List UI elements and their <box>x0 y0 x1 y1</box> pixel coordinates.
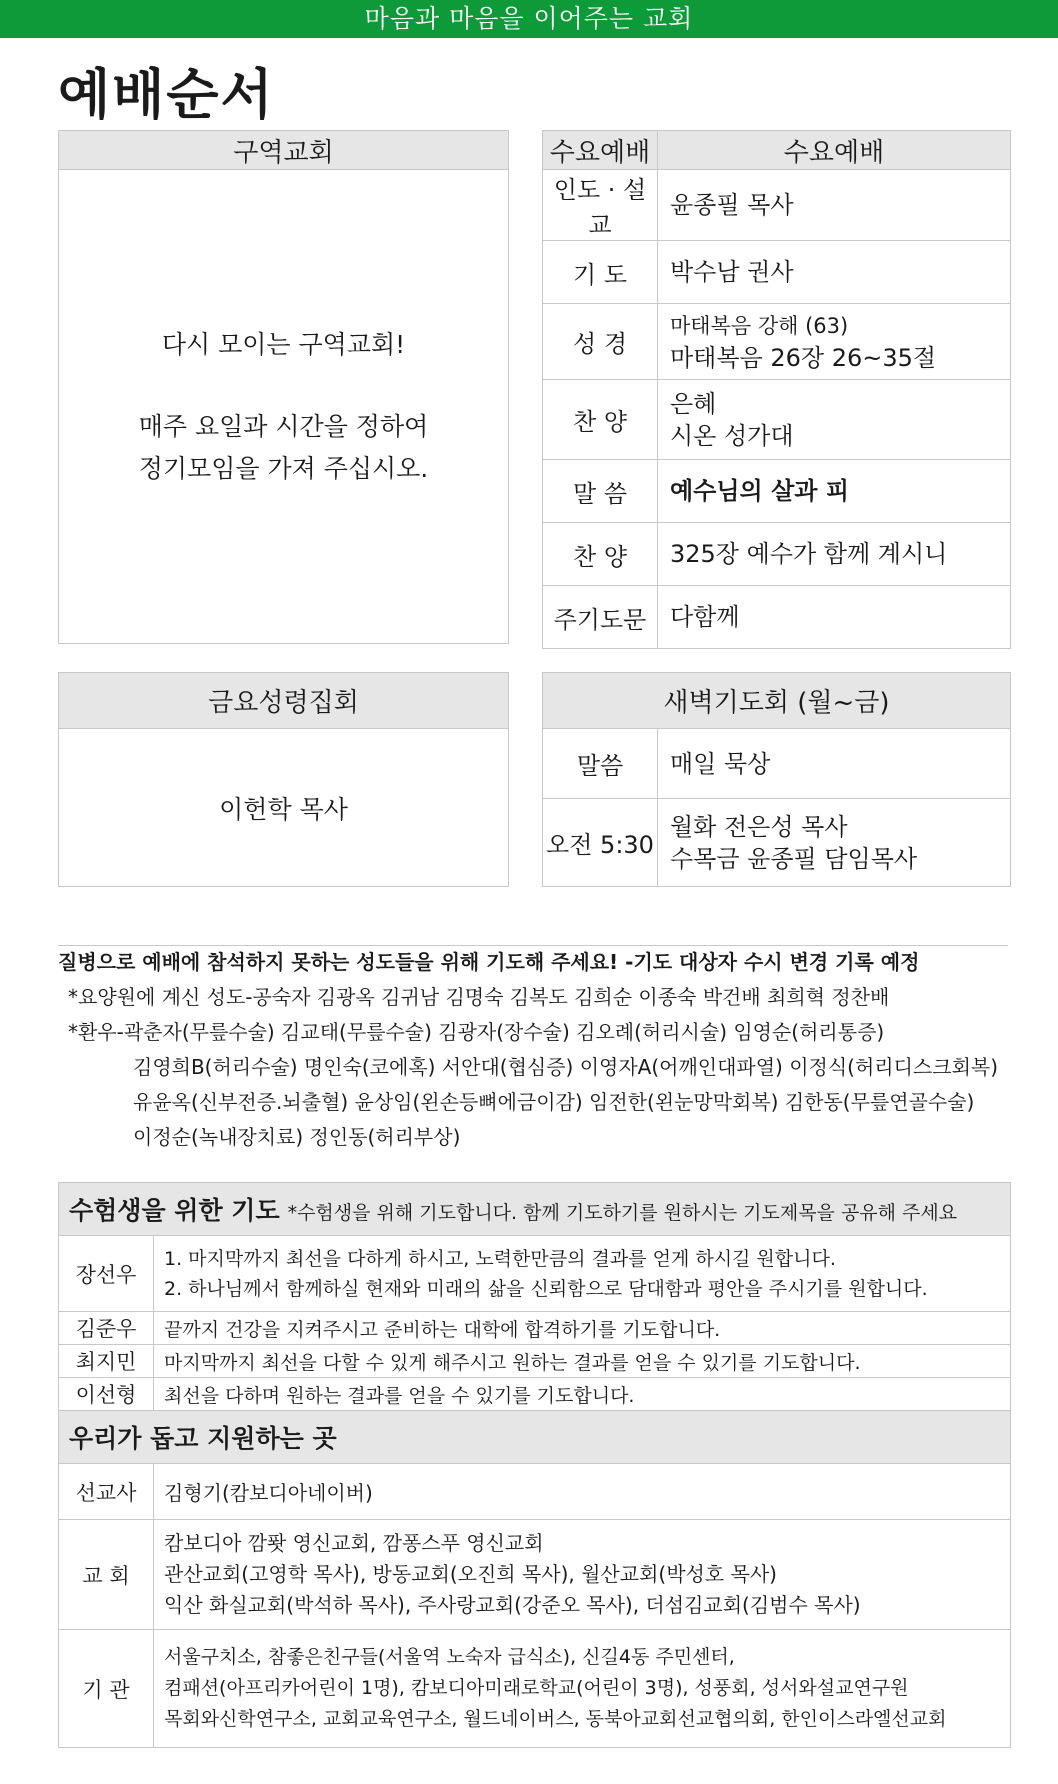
row-value-lords-prayer: 다함께 <box>658 586 1011 649</box>
wednesday-service-table <box>542 130 1011 649</box>
dawn-mon-tue: 월화 전은성 목사 <box>670 812 848 841</box>
student-name-4: 이선형 <box>59 1378 154 1411</box>
wednesday-head-left: 수요예배 <box>543 131 658 170</box>
missionary-value: 김형기(캄보디아네이버) <box>154 1464 1011 1520</box>
student-prayer-1-line1: 1. 마지막까지 최선을 다하게 하시고, 노력한만큼의 결과를 얻게 하시길 원합니다. <box>164 1247 836 1270</box>
prayer-patients: *환우-곽춘자(무릎수술) 김교태(무릎수술) 김광자(장수술) 김오례(허리시술) 임영순(허리통증) <box>68 1020 885 1044</box>
student-name-3: 최지민 <box>59 1345 154 1378</box>
scripture-passage: 마태복음 26장 26~35절 <box>670 343 937 372</box>
row-value-sermon: 예수님의 살과 피 <box>658 460 1011 523</box>
church-label: 교 회 <box>59 1520 154 1630</box>
org-line-3: 목회와신학연구소, 교회교육연구소, 월드네이버스, 동북아교회선교협의회, 한인이스라엘선교회 <box>164 1708 947 1730</box>
church-banner: 마음과 마음을 이어주는 교회 <box>0 0 1058 38</box>
prayer-notice-intro: 질병으로 예배에 참석하지 못하는 성도들을 위해 기도해 주세요! -기도 대상자 수시 변경 기록 예정 <box>58 950 920 974</box>
district-church-title: 구역교회 <box>59 131 509 170</box>
church-line-3: 익산 화실교회(박석하 목사), 주사랑교회(강준오 목사), 더섬김교회(김범수 목사) <box>164 1593 861 1617</box>
row-value-hymn: 325장 예수가 함께 계시니 <box>658 523 1011 586</box>
prayer-nursing-home: *요양원에 계신 성도-공숙자 김광옥 김귀남 김명숙 김복도 김희순 이종숙 박건배 최희혁 정찬배 <box>68 985 890 1009</box>
church-values <box>154 1520 1011 1630</box>
friday-gathering-table <box>58 672 509 887</box>
org-label: 기 관 <box>59 1630 154 1748</box>
prayer-patients-4: 이정순(녹내장치료) 정인동(허리부상) <box>133 1125 461 1149</box>
row-label-leader: 인도 · 설교 <box>543 170 658 241</box>
row-value-prayer: 박수남 권사 <box>658 241 1011 304</box>
student-name-1: 장선우 <box>59 1236 154 1312</box>
students-title: 수험생을 위한 기도 <box>69 1196 280 1225</box>
support-title: 우리가 돕고 지원하는 곳 <box>59 1411 1011 1464</box>
dawn-label-time: 오전 5:30 <box>543 799 658 887</box>
row-value-scripture <box>658 304 1011 380</box>
org-line-1: 서울구치소, 참좋은친구들(서울역 노숙자 급식소), 신길4동 주민센터, <box>164 1646 735 1668</box>
student-prayer-1 <box>154 1236 1011 1312</box>
friday-title: 금요성령집회 <box>59 673 509 729</box>
dawn-label-word: 말씀 <box>543 729 658 799</box>
student-prayer-2: 끝까지 건강을 지켜주시고 준비하는 대학에 합격하기를 기도합니다. <box>154 1312 1011 1345</box>
students-header <box>59 1183 1011 1236</box>
praise-choir: 시온 성가대 <box>670 421 794 450</box>
row-label-lords-prayer: 주기도문 <box>543 586 658 649</box>
row-label-praise: 찬 양 <box>543 380 658 460</box>
praise-song: 은혜 <box>670 389 717 418</box>
district-church-body <box>59 170 509 644</box>
missionary-label: 선교사 <box>59 1464 154 1520</box>
prayer-patients-2: 김영희B(허리수술) 명인숙(코에혹) 서안대(협심증) 이영자A(어깨인대파열) 이정식(허리디스크회복) <box>133 1055 999 1079</box>
row-value-praise <box>658 380 1011 460</box>
prayer-notice <box>58 945 1008 1155</box>
org-values <box>154 1630 1011 1748</box>
row-label-prayer: 기 도 <box>543 241 658 304</box>
row-label-scripture: 성 경 <box>543 304 658 380</box>
student-prayer-1-line2: 2. 하나님께서 함께하실 현재와 미래의 삶을 신뢰함으로 담대함과 평안을 주시기를 원합니다. <box>164 1277 928 1300</box>
prayer-patients-3: 유윤옥(신부전증.뇌출혈) 윤상임(왼손등뼈에금이감) 임전한(왼눈망막회복) 김한동(무릎연골수술) <box>133 1090 975 1114</box>
dawn-title: 새벽기도회 (월~금) <box>543 673 1011 729</box>
row-label-hymn: 찬 양 <box>543 523 658 586</box>
district-line-3: 정기모임을 가져 주십시오. <box>138 453 429 483</box>
row-label-sermon: 말 씀 <box>543 460 658 523</box>
student-prayer-3: 마지막까지 최선을 다할 수 있게 해주시고 원하는 결과를 얻을 수 있기를 기도합니다. <box>154 1345 1011 1378</box>
church-line-1: 캄보디아 깜퐛 영신교회, 깜퐁스푸 영신교회 <box>164 1531 544 1555</box>
dawn-value-time <box>658 799 1011 887</box>
scripture-series: 마태복음 강해 (63) <box>670 313 849 338</box>
friday-speaker: 이헌학 목사 <box>59 729 509 887</box>
student-prayer-4: 최선을 다하며 원하는 결과를 얻을 수 있기를 기도합니다. <box>154 1378 1011 1411</box>
students-subtitle: *수험생을 위해 기도합니다. 함께 기도하기를 원하시는 기도제목을 공유해 주세요 <box>287 1202 958 1224</box>
students-support-table <box>58 1182 1011 1748</box>
student-name-2: 김준우 <box>59 1312 154 1345</box>
page-title: 예배순서 <box>58 63 275 126</box>
church-line-2: 관산교회(고영학 목사), 방동교회(오진희 목사), 월산교회(박성호 목사) <box>164 1562 777 1586</box>
row-value-leader: 윤종필 목사 <box>658 170 1011 241</box>
org-line-2: 컴패션(아프리카어린이 1명), 캄보디아미래로학교(어린이 3명), 성풍회, 성서와설교연구원 <box>164 1677 909 1699</box>
dawn-wed-fri: 수목금 윤종필 담임목사 <box>670 844 918 873</box>
dawn-prayer-table <box>542 672 1011 887</box>
wednesday-head-right: 수요예배 <box>658 131 1011 170</box>
dawn-value-word: 매일 묵상 <box>658 729 1011 799</box>
district-line-2: 매주 요일과 시간을 정하여 <box>138 411 429 441</box>
district-church-table <box>58 130 509 644</box>
district-line-1: 다시 모이는 구역교회! <box>161 329 406 359</box>
